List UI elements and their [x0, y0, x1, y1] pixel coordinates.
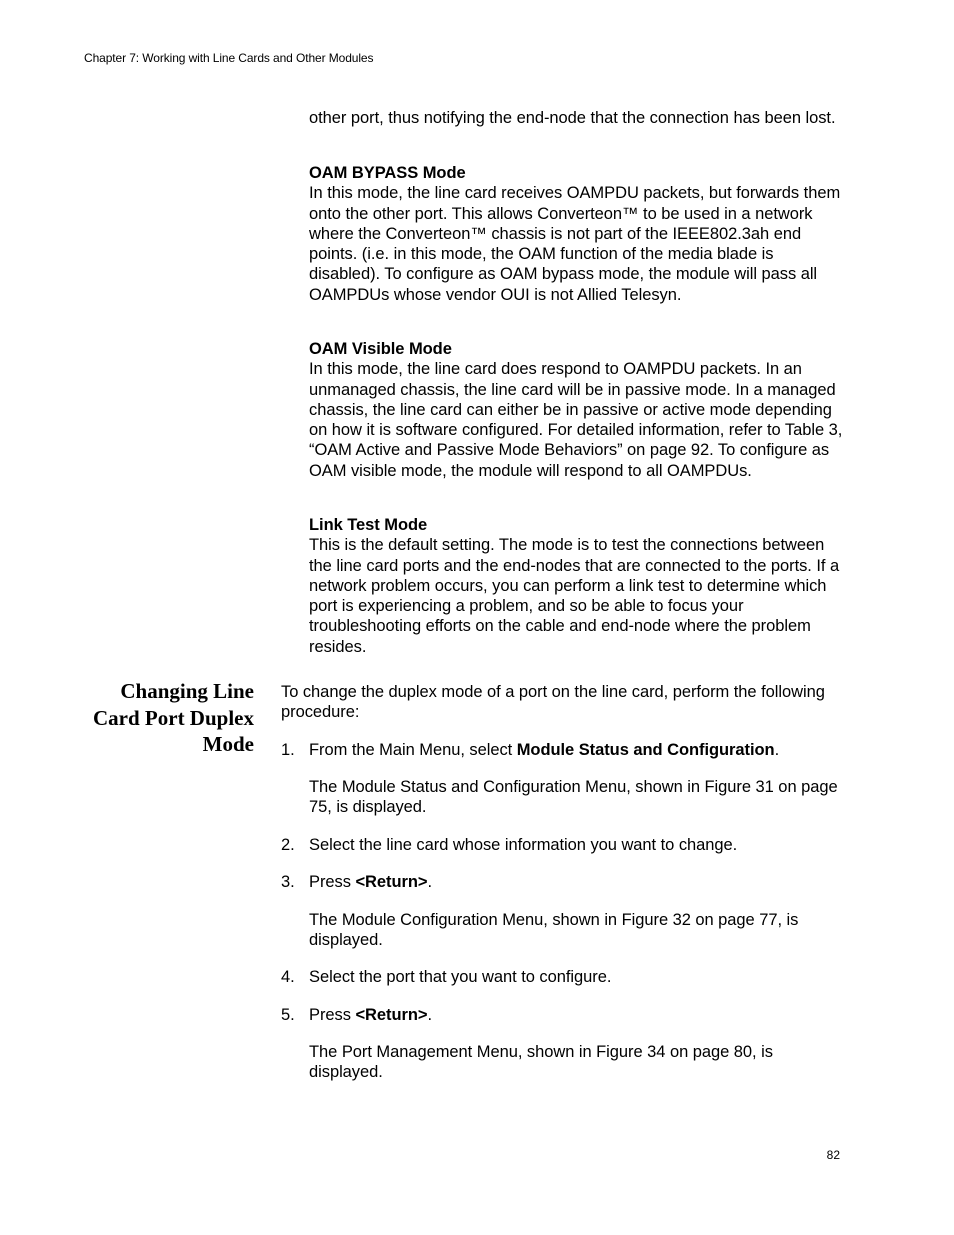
step-number: 1. [281, 741, 295, 759]
procedure-step-5 [281, 1005, 841, 1025]
oam-visible-text: In this mode, the line card does respond to OAMPDU packets. In an unmanaged chassis, the line card will be in passive mode. In a managed chassis, the line card can either be in passive or active mode depending on how it is software configured. For detailed information, refer to Table 3, “OAM Active and Passive Mode Behaviors” on page 92. To configure as OAM visible mode, the module will respond to all OAMPDUs. [309, 360, 843, 480]
step-punctuation: . [774, 741, 780, 759]
section-heading-line-2: Card Port Duplex [93, 705, 254, 730]
step-number: 4. [281, 968, 295, 986]
step-text: Press [309, 1006, 356, 1024]
step-3-result: The Module Configuration Menu, shown in Figure 32 on page 77, is displayed. [309, 911, 799, 950]
procedure-step-3 [281, 872, 841, 892]
step-punctuation: . [427, 1006, 433, 1024]
procedure-step-4 [281, 967, 841, 987]
step-key: <Return> [355, 873, 428, 891]
section-intro: To change the duplex mode of a port on the line card, perform the following procedure: [281, 683, 825, 722]
oam-bypass-title: OAM BYPASS Mode [309, 164, 466, 182]
step-text: Press [309, 873, 356, 891]
link-test-text: This is the default setting. The mode is to test the connections between the line card ports and the end-nodes that are connected to the ports. If a network problem occurs, you can perform a link test to determine which port is experiencing a problem, and so be able to focus your troubleshooting efforts on the cable and end-node where the problem resides. [309, 536, 840, 656]
link-test-title: Link Test Mode [309, 516, 428, 534]
section-heading-line-1: Changing Line [120, 679, 254, 703]
oam-bypass-section [309, 163, 841, 305]
step-text: From the Main Menu, select [309, 741, 517, 759]
procedure-step-1 [281, 740, 841, 760]
step-number: 2. [281, 836, 295, 854]
step-key: <Return> [355, 1006, 428, 1024]
oam-visible-section [309, 339, 845, 481]
link-test-section [309, 515, 841, 657]
step-5-result: The Port Management Menu, shown in Figure 34 on page 80, is displayed. [309, 1043, 773, 1082]
step-number: 5. [281, 1006, 295, 1024]
section-heading [60, 678, 254, 758]
step-menu-option: Module Status and Configuration [516, 741, 775, 759]
oam-visible-title: OAM Visible Mode [309, 340, 452, 358]
step-text: Select the line card whose information you want to change. [309, 836, 738, 854]
page-number: 82 [826, 1148, 840, 1162]
section-heading-line-3: Mode [202, 732, 254, 756]
running-header: Chapter 7: Working with Line Cards and Other Modules [84, 51, 374, 65]
continuation-paragraph: other port, thus notifying the end-node that the connection has been lost. [309, 109, 836, 127]
step-punctuation: . [427, 873, 433, 891]
step-1-result: The Module Status and Configuration Menu, shown in Figure 31 on page 75, is displayed. [309, 778, 838, 817]
step-text: Select the port that you want to configure. [309, 968, 612, 986]
procedure-step-2 [281, 835, 841, 855]
oam-bypass-text: In this mode, the line card receives OAMPDU packets, but forwards them onto the other port. This allows Converteon™ to be used in a network where the Converteon™ chassis is not part of the IEEE802.3ah end points. (i.e. in this mode, the OAM function of the media blade is disabled). To configure as OAM bypass mode, the module will pass all OAMPDUs whose vendor OUI is not Allied Telesyn. [309, 184, 841, 304]
step-number: 3. [281, 873, 295, 891]
